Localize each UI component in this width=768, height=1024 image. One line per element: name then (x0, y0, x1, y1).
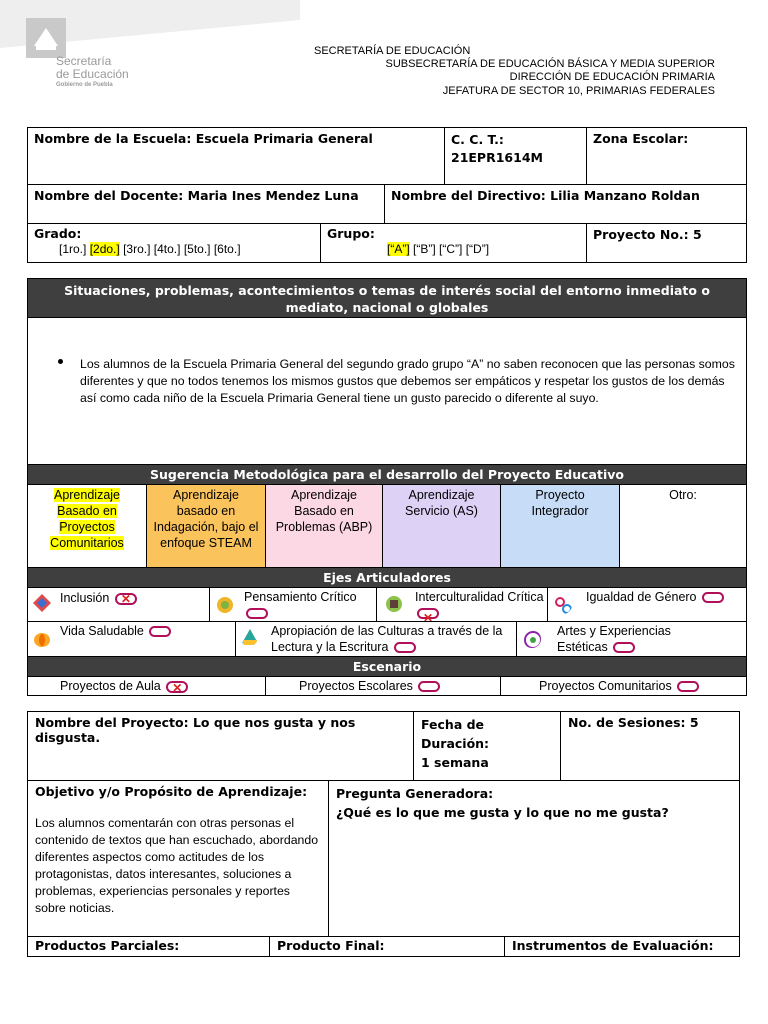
eje-apropiacion-label: Apropiación de las Culturas a través de la Lectura y la Escritura (271, 624, 503, 654)
eje-igualdad[interactable] (547, 587, 747, 622)
fecha-cell (413, 711, 561, 781)
method-abpc-label: Aprendizaje Basado en Proyectos Comunitarios (50, 488, 124, 550)
unselected-oval-icon (149, 626, 171, 637)
productos-parciales-label: Productos Parciales: (35, 938, 180, 953)
grado-cell (27, 223, 321, 263)
grupo-cell (320, 223, 587, 263)
logo-emblem-icon (26, 18, 66, 58)
productos-parciales-cell (27, 936, 270, 957)
grado-option-5[interactable]: [5to.] (183, 242, 211, 256)
situaciones-title: Situaciones, problemas, acontecimientos o temas de interés social del entorno inmediato o mediato, nacional o globales (64, 283, 710, 315)
vida-saludable-icon (33, 630, 51, 648)
method-as[interactable] (382, 484, 501, 568)
pensamiento-critico-icon (216, 596, 234, 614)
eje-pensamiento[interactable] (209, 587, 377, 622)
producto-final-cell (269, 936, 505, 957)
method-abp-label: Aprendizaje Basado en Problemas (ABP) (275, 488, 373, 534)
grado-label: Grado: (34, 226, 82, 241)
logo-text-line1: Secretaría (56, 54, 112, 68)
eje-artes[interactable] (516, 621, 747, 657)
cct-value: 21EPR1614M (451, 150, 543, 165)
inclusion-icon (33, 594, 51, 612)
school-name-label: Nombre de la Escuela: Escuela Primaria General (34, 131, 373, 146)
proyecto-no-cell (586, 223, 747, 263)
situaciones-bullet (58, 359, 63, 364)
eje-vida-saludable-label: Vida Saludable (60, 624, 144, 638)
cct-cell (444, 127, 587, 185)
apropiacion-culturas-icon (240, 628, 258, 646)
sesiones-cell (560, 711, 740, 781)
unselected-oval-icon (246, 608, 268, 619)
objetivo-label: Objetivo y/o Propósito de Aprendizaje: (35, 784, 308, 799)
ejes-title: Ejes Articuladores (323, 570, 451, 585)
grupo-option-b[interactable]: [“B”] (413, 242, 436, 256)
objetivo-text: Los alumnos comentarán con otras personas el contenido de textos que han escuchado, abordando diferentes aspectos como actitudes de los protagonistas, datos interesantes, soluciones a problemas, experiencias personales y reportes sobre noticias. (35, 816, 319, 915)
escenario-title: Escenario (352, 659, 422, 674)
escenario-escolares-label: Proyectos Escolares (299, 679, 413, 693)
eje-interculturalidad-label: Interculturalidad Crítica (415, 590, 544, 604)
grupo-options (327, 242, 580, 256)
pregunta-text: ¿Qué es lo que me gusta y lo que no me gusta? (336, 805, 669, 820)
proyecto-no-label: Proyecto No.: 5 (593, 227, 702, 242)
cct-label: C. C. T.: (451, 132, 504, 147)
igualdad-genero-icon (554, 596, 572, 614)
method-abp[interactable] (265, 484, 383, 568)
directivo-label: Nombre del Directivo: Lilia Manzano Roldan (391, 188, 700, 203)
situaciones-title-bar (27, 278, 747, 318)
header-line-1: SECRETARÍA DE EDUCACIÓN (314, 45, 471, 57)
pregunta-cell (328, 780, 740, 937)
method-integrador[interactable] (500, 484, 620, 568)
grupo-option-d[interactable]: [“D”] (465, 242, 490, 256)
metodologia-title: Sugerencia Metodológica para el desarrollo del Proyecto Educativo (150, 467, 624, 482)
sesiones-label: No. de Sesiones: 5 (568, 715, 699, 730)
method-steam[interactable] (146, 484, 266, 568)
method-abpc[interactable] (27, 484, 147, 568)
eje-pensamiento-label: Pensamiento Crítico (244, 590, 357, 604)
selected-x-mark-icon (115, 593, 137, 605)
eje-vida-saludable[interactable] (27, 621, 236, 657)
logo-text-line2: de Educación (56, 67, 129, 81)
grupo-option-c[interactable]: [“C”] (439, 242, 463, 256)
nombre-proyecto-label: Nombre del Proyecto: Lo que nos gusta y nos disgusta. (35, 715, 356, 745)
eje-artes-label: Artes y Experiencias Estéticas (557, 624, 671, 654)
grado-option-4[interactable]: [4to.] (153, 242, 181, 256)
method-steam-label: Aprendizaje basado en Indagación, bajo el enfoque STEAM (153, 488, 259, 550)
grado-option-6[interactable]: [6to.] (213, 242, 241, 256)
eje-inclusion-label: Inclusión (60, 591, 110, 605)
zona-cell (586, 127, 747, 185)
directivo-cell (384, 184, 747, 224)
grado-option-2-selected[interactable]: [2do.] (89, 242, 120, 256)
logo-text-line3: Gobierno de Puebla (56, 82, 113, 88)
eje-apropiacion[interactable] (235, 621, 517, 657)
escenario-aula[interactable] (27, 676, 266, 696)
ejes-title-bar (27, 567, 747, 588)
grupo-label: Grupo: (327, 226, 375, 241)
method-otro-label: Otro: (669, 488, 697, 502)
instrumentos-cell (504, 936, 740, 957)
header-line-2: SUBSECRETARÍA DE EDUCACIÓN BÁSICA Y MEDIA SUPERIOR (385, 58, 715, 70)
escenario-title-bar (27, 656, 747, 677)
unselected-oval-icon (702, 592, 724, 603)
metodologia-title-bar (27, 464, 747, 485)
eje-inclusion[interactable] (27, 587, 210, 622)
docente-cell (27, 184, 385, 224)
fecha-value: 1 semana (421, 755, 489, 770)
escenario-escolares[interactable] (265, 676, 501, 696)
objetivo-cell (27, 780, 329, 937)
unselected-oval-icon (394, 642, 416, 653)
situaciones-body (27, 317, 747, 465)
nombre-proyecto-cell (27, 711, 414, 781)
method-as-label: Aprendizaje Servicio (AS) (405, 488, 478, 518)
situaciones-text: Los alumnos de la Escuela Primaria General del segundo grado grupo “A” no saben reconocen que las personas somos diferentes y que no todos tenemos los mismos gustos que debemos ser empáticos y respetar los gustos de los demás así como cada niño de la Escuela Primaria General tiene un gusto parecido o diferente al suyo. (80, 357, 735, 405)
method-otro[interactable] (619, 484, 747, 568)
eje-interculturalidad[interactable] (376, 587, 548, 625)
grado-option-1[interactable]: [1ro.] (59, 242, 87, 256)
eje-igualdad-label: Igualdad de Género (586, 590, 697, 604)
escenario-comunitarios-label: Proyectos Comunitarios (539, 679, 672, 693)
unselected-oval-icon (613, 642, 635, 653)
header-line-3: DIRECCIÓN DE EDUCACIÓN PRIMARIA (509, 71, 715, 83)
method-integrador-label: Proyecto Integrador (531, 488, 589, 518)
interculturalidad-icon (385, 595, 403, 613)
grado-option-3[interactable]: [3ro.] (123, 242, 151, 256)
school-name-cell (27, 127, 445, 185)
escenario-aula-label: Proyectos de Aula (60, 679, 161, 693)
artes-experiencias-icon (523, 630, 541, 648)
instrumentos-label: Instrumentos de Evaluación: (512, 938, 714, 953)
zona-label: Zona Escolar: (593, 131, 689, 146)
docente-label: Nombre del Docente: Maria Ines Mendez Luna (34, 188, 359, 203)
fecha-label: Fecha de Duración: (421, 717, 490, 751)
unselected-oval-icon (677, 681, 699, 692)
grado-options (34, 242, 314, 256)
escenario-comunitarios[interactable] (500, 676, 747, 696)
unselected-oval-icon (418, 681, 440, 692)
selected-x-mark-icon (166, 681, 188, 693)
header-line-4: JEFATURA DE SECTOR 10, PRIMARIAS FEDERALES (442, 85, 715, 97)
stray-x-mark-icon: ✕ (423, 611, 434, 625)
header-logo-area (0, 0, 300, 100)
producto-final-label: Producto Final: (277, 938, 385, 953)
grupo-option-a-selected[interactable]: [“A”] (387, 242, 410, 256)
pregunta-label: Pregunta Generadora: (336, 786, 494, 801)
